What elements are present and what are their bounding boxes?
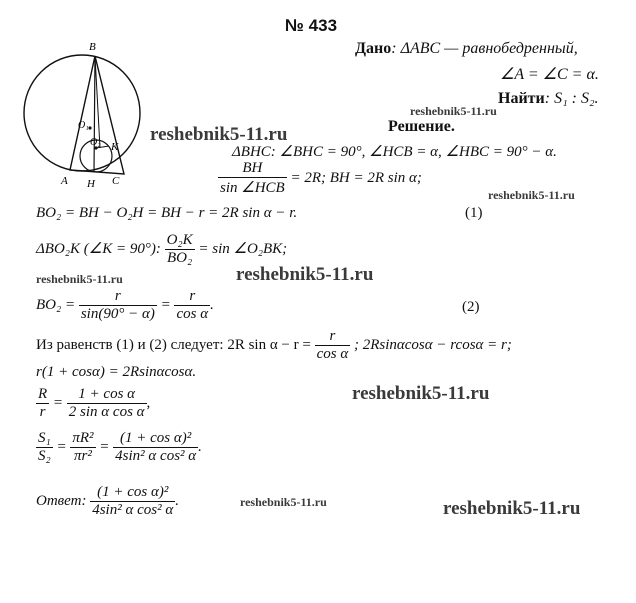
fraction-r-cos-2 [315,328,351,363]
fraction-result [113,430,198,465]
equals: = [56,438,67,455]
line-sine-law [218,160,422,197]
frac-den: sin ∠HCB [220,180,285,196]
comma: , [146,394,151,411]
line-r-relation: r(1 + cosα) = 2Rsinαcosα. [36,364,197,380]
equals: = [99,438,110,455]
frac-den: 4sin² α cos² α [115,448,197,464]
period: . [198,438,202,455]
watermark: reshebnik5-11.ru [352,383,490,404]
eq-tag-1: (1) [465,205,483,221]
frac-num: 1 + cos α [67,386,147,404]
bo2-pre: BO₂ = [36,296,76,313]
find-line [498,90,599,108]
answer-line [36,484,179,519]
line-ratio-r [36,386,150,421]
sine-law-rest: = 2R; BH = 2R sin α; [290,169,422,186]
fraction-o2k-bo2 [165,232,195,267]
given-angles: ∠A = ∠C = α. [500,66,599,83]
period: . [175,492,179,509]
line-from-equalities [36,328,512,363]
fraction-R-r [36,386,49,421]
period: . [210,296,214,313]
fraction-ratio [67,386,147,421]
frac-den: πr² [74,448,92,464]
point-o1 [88,126,91,129]
given-text: : ΔABC — равнобедренный, [391,40,578,57]
equals: = [160,296,171,313]
frac-den: 4sin² α cos² α [92,502,174,518]
watermark: reshebnik5-11.ru [236,264,374,285]
frac-num: r [174,288,210,306]
watermark: reshebnik5-11.ru [150,124,288,145]
answer-label: Ответ [36,492,82,509]
eq-tag-2: (2) [462,299,480,315]
watermark: reshebnik5-11.ru [36,272,123,286]
label-a: A [61,175,68,187]
fraction-r-sin [79,288,157,323]
label-o2: O₂ [90,137,101,148]
bo2k-pre: ΔBO₂K (∠K = 90°): [36,240,161,257]
frac-num: (1 + cos α)² [113,430,198,448]
frac-num: πR² [72,430,94,446]
frac-num: S₁ [38,430,51,446]
frac-den: BO₂ [167,250,193,266]
altitude-bh [94,56,95,172]
line-triangle-bhc: ΔBHC: ∠BHC = 90°, ∠HCB = α, ∠HBC = 90° − α. [232,144,557,160]
given-label: Дано [355,40,392,57]
solution-heading: Решение. [388,118,455,135]
watermark: reshebnik5-11.ru [410,104,497,118]
fraction-bh-sin [218,160,287,197]
answer-colon: : [81,492,87,509]
frac-den: S₂ [38,448,51,464]
segment-b-o2 [95,56,100,148]
fraction-answer [90,484,175,519]
label-c: C [112,175,120,187]
equalities-pre: Из равенств (1) и (2) следует: 2R sin α − r = [36,336,311,353]
fraction-S1-S2 [36,430,53,465]
problem-number: № 433 [285,16,338,35]
label-b: B [89,41,96,53]
frac-den: sin(90° − α) [80,306,155,322]
label-k: K [111,141,119,153]
frac-num: O₂K [166,232,193,248]
frac-den: cos α [316,346,349,362]
frac-den: 2 sin α cos α [68,404,145,420]
fraction-piR-pir [70,430,95,465]
equalities-rest: ; 2Rsinαcosα − rcosα = r; [353,336,512,353]
watermark: reshebnik5-11.ru [488,188,575,202]
bo2k-rest: = sin ∠O₂BK; [198,240,288,257]
frac-num: (1 + cos α)² [90,484,175,502]
fraction-r-cos [174,288,210,323]
label-h: H [87,178,95,190]
line-bo2-eq1: BO₂ = BH − O₂H = BH − r = 2R sin α − r. [36,205,298,221]
line-bo2-eq2 [36,288,214,323]
frac-den: r [39,404,46,420]
frac-den: cos α [176,306,209,322]
frac-num: BH [218,160,287,178]
frac-num: R [38,386,48,402]
watermark: reshebnik5-11.ru [240,495,327,509]
line-triangle-bo2k [36,232,287,267]
frac-num: r [79,288,157,306]
given-line [355,40,578,58]
frac-num: r [315,328,351,346]
line-area-ratio [36,430,202,465]
label-o1: O₁ [78,120,89,131]
watermark: reshebnik5-11.ru [443,498,581,519]
find-text: : S₁ : S₂. [544,90,599,107]
geometry-figure [12,38,147,190]
find-label: Найти [498,90,545,107]
triangle-abc [70,56,124,174]
equals: = [52,394,64,411]
